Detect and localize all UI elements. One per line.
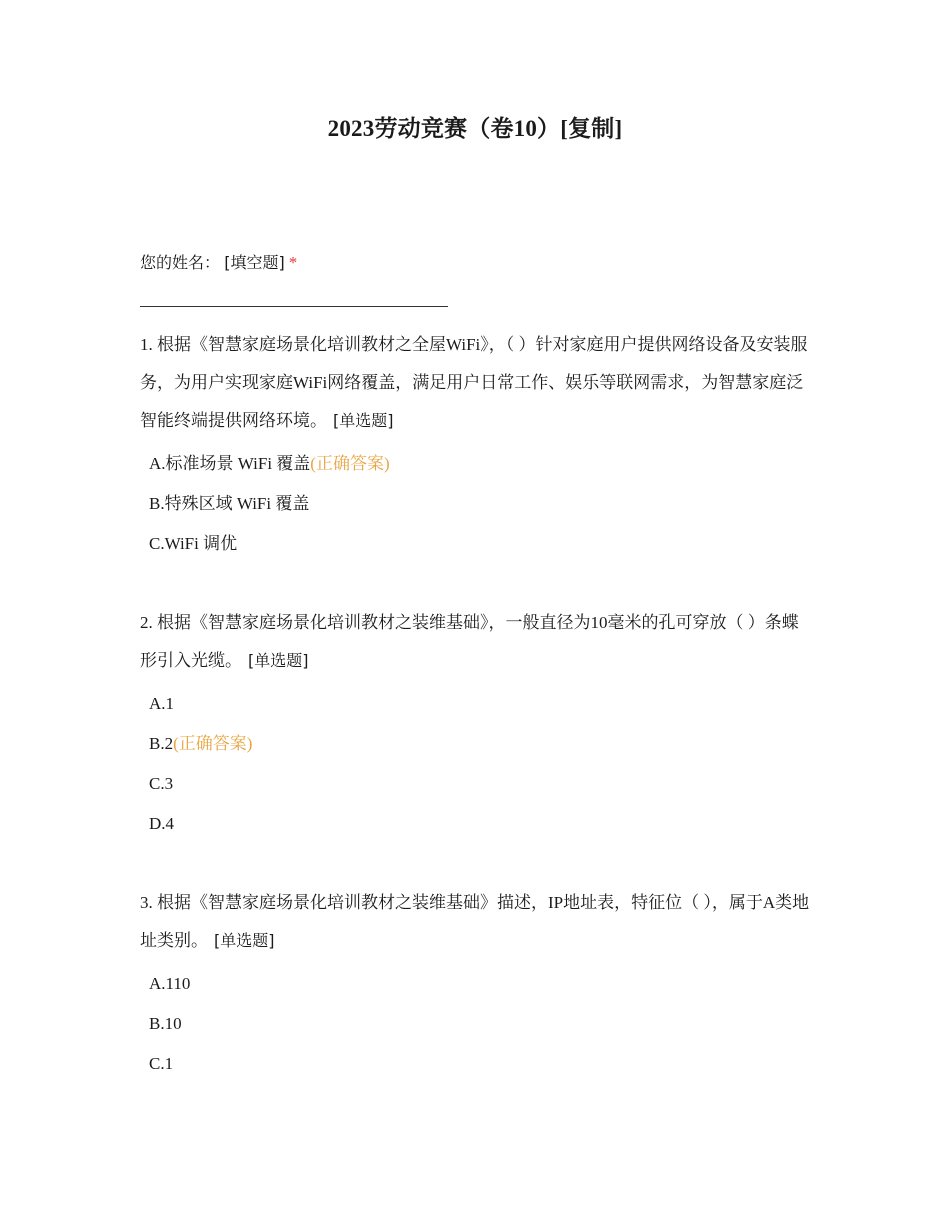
option-label: A.110 [149,974,191,993]
question-1 [140,326,810,564]
question-1-stem: 1. 根据《智慧家庭场景化培训教材之全屋WiFi》，（ ）针对家庭用户提供网络设备及安装服务，为用户实现家庭WiFi网络覆盖，满足用户日常工作、娱乐等联网需求，为智慧家庭泛智能终端提供网络环境。 [140,335,808,430]
question-3-stem: 3. 根据《智慧家庭场景化培训教材之装维基础》描述，IP地址表，特征位（ ），属于A类地址类别。 [140,893,810,950]
question-1-text [140,326,810,440]
question-2-options [140,684,810,844]
option-1-a[interactable] [149,444,810,484]
option-label: C.3 [149,774,174,793]
option-label: B.特殊区域 WiFi 覆盖 [149,494,310,513]
option-3-b[interactable] [149,1004,810,1044]
option-label: C.WiFi 调优 [149,534,238,553]
question-1-options [140,444,810,564]
option-label: B.2 [149,734,174,753]
correct-answer-tag: (正确答案) [310,454,390,473]
option-2-b[interactable] [149,724,810,764]
question-2-text [140,604,810,680]
option-2-d[interactable] [149,804,810,844]
question-2 [140,604,810,844]
option-1-c[interactable] [149,524,810,564]
option-label: D.4 [149,814,175,833]
question-2-stem: 2. 根据《智慧家庭场景化培训教材之装维基础》，一般直径为10毫米的孔可穿放（ ）条蝶形引入光缆。 [140,613,799,670]
name-question-type: [填空题] [224,253,285,272]
correct-answer-tag: (正确答案) [173,734,253,753]
question-3 [140,884,810,1084]
option-label: A.标准场景 WiFi 覆盖 [149,454,311,473]
option-label: B.10 [149,1014,182,1033]
option-2-c[interactable] [149,764,810,804]
question-3-text [140,884,810,960]
option-label: C.1 [149,1054,174,1073]
required-star: * [288,253,298,272]
option-3-a[interactable] [149,964,810,1004]
page-title: 2023劳动竞赛（卷10）[复制] [327,116,623,141]
question-1-type: [单选题] [333,411,394,430]
name-label: 您的姓名： [140,253,221,272]
option-2-a[interactable] [149,684,810,724]
question-3-options [140,964,810,1084]
question-2-type: [单选题] [248,651,309,670]
option-3-c[interactable] [149,1044,810,1084]
name-input-line[interactable] [140,306,448,307]
name-question [140,250,297,273]
option-1-b[interactable] [149,484,810,524]
option-label: A.1 [149,694,175,713]
question-3-type: [单选题] [214,931,275,950]
